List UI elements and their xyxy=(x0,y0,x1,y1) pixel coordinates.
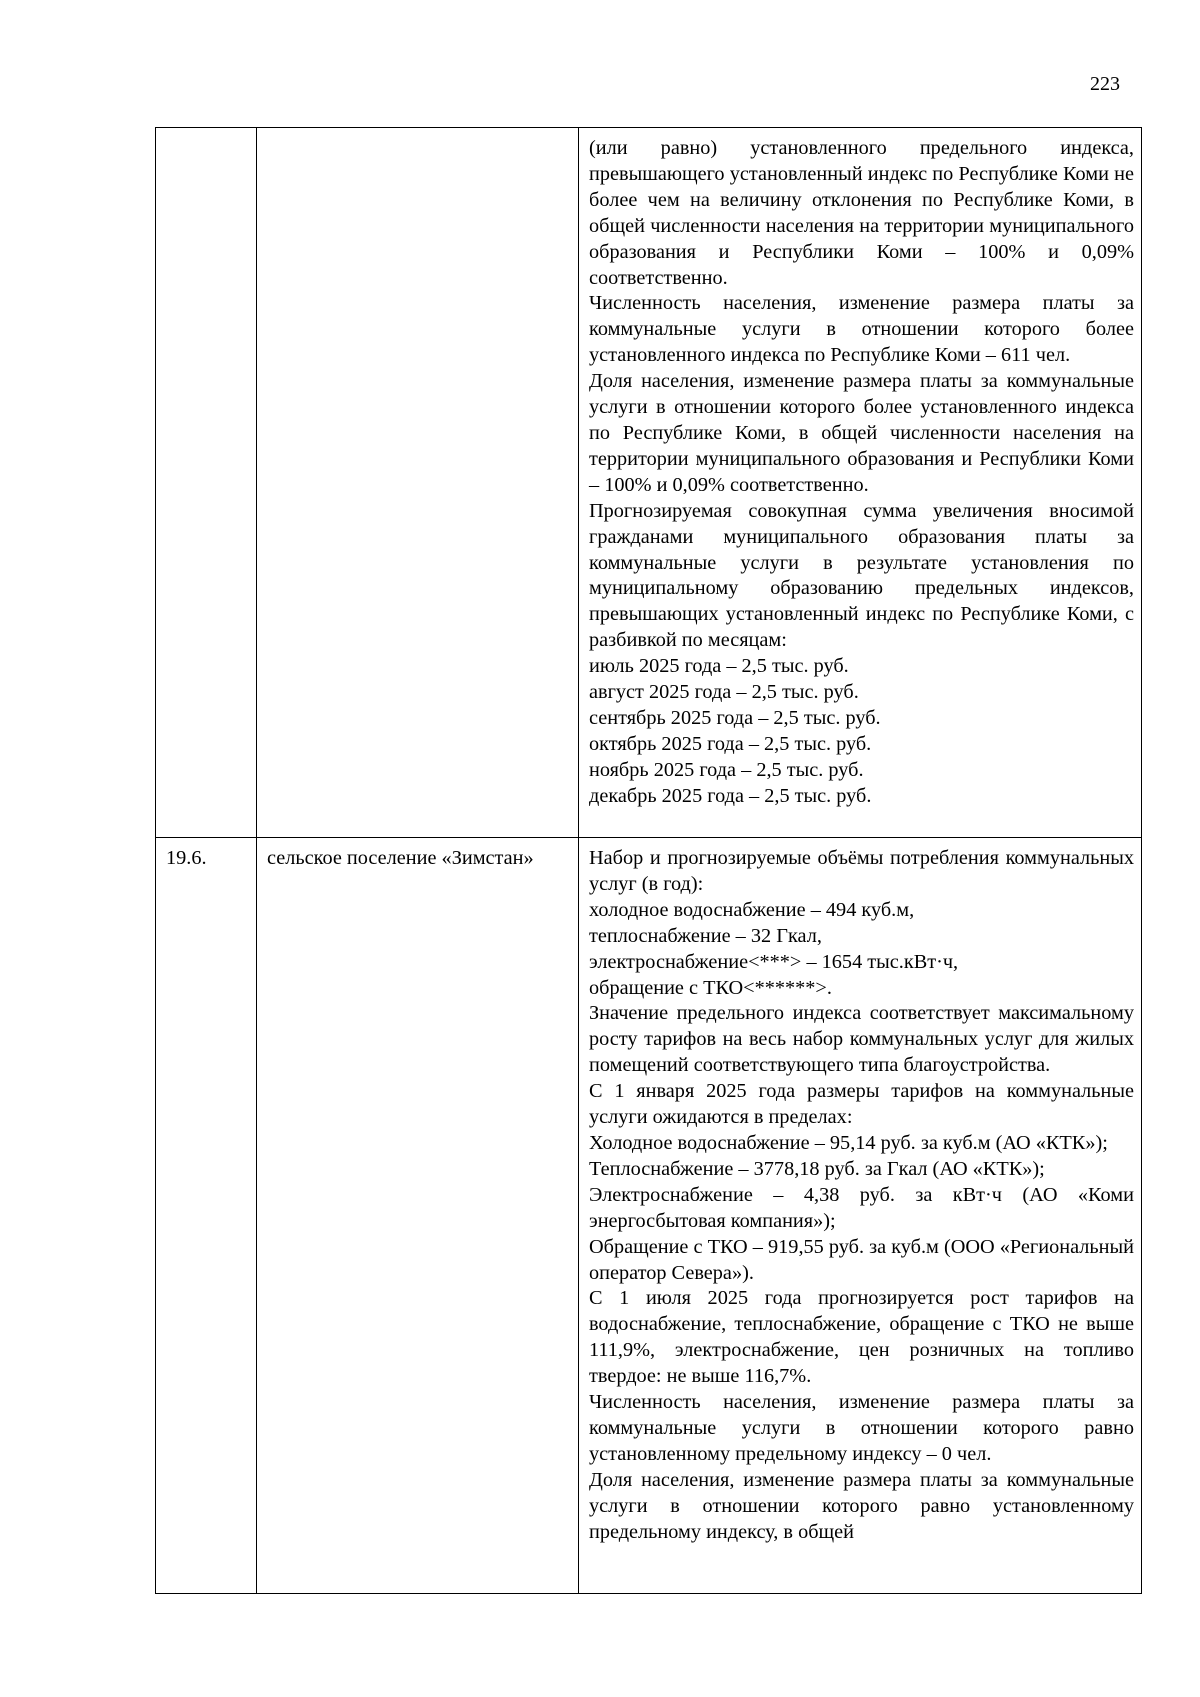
row-number-cell xyxy=(156,128,257,838)
paragraph: Теплоснабжение – 3778,18 руб. за Гкал (АО «КТК»); xyxy=(589,1157,1045,1180)
paragraph: октябрь 2025 года – 2,5 тыс. руб. xyxy=(589,732,872,755)
page-number: 223 xyxy=(1090,73,1120,95)
paragraph: сентябрь 2025 года – 2,5 тыс. руб. xyxy=(589,706,881,729)
paragraph: Численность населения, изменение размера платы за коммунальные услуги в отношении которого равно установленному предельному индексу – 0 чел. xyxy=(589,1391,1134,1465)
paragraph: (или равно) установленного предельного индекса, превышающего установленный индекс по Республике Коми не более чем на величину отклонения по Республике Коми, в общей численности населения на территории муниципального образования и Республики Коми – 100% и 0,09% соответственно. xyxy=(589,137,1134,289)
paragraph: ноябрь 2025 года – 2,5 тыс. руб. xyxy=(589,758,864,781)
paragraph: Доля населения, изменение размера платы за коммунальные услуги в отношении которого более установленного индекса по Республике Коми, в общей численности населения на территории муниципального образования и Республики Коми – 100% и 0,09% соответственно. xyxy=(589,370,1134,496)
paragraph: декабрь 2025 года – 2,5 тыс. руб. xyxy=(589,784,872,807)
paragraph: электроснабжение<***> – 1654 тыс.кВт·ч, xyxy=(589,950,959,973)
paragraph: обращение с ТКО<******>. xyxy=(589,976,832,999)
paragraph: Численность населения, изменение размера платы за коммунальные услуги в отношении которого более установленного индекса по Республике Коми – 611 чел. xyxy=(589,292,1134,367)
paragraph: холодное водоснабжение – 494 куб.м, xyxy=(589,898,915,921)
paragraph: Набор и прогнозируемые объёмы потребления коммунальных услуг (в год): xyxy=(589,847,1134,895)
table-row xyxy=(156,838,1142,1594)
paragraph: Электроснабжение – 4,38 руб. за кВт·ч (АО «Коми энергосбытовая компания»); xyxy=(589,1183,1134,1232)
paragraph: С 1 июля 2025 года прогнозируется рост тарифов на водоснабжение, теплоснабжение, обращение с ТКО не выше 111,9%, электроснабжение, цен розничных на топливо твердое: не выше 116,7%. xyxy=(589,1287,1134,1388)
paragraph: С 1 января 2025 года размеры тарифов на коммунальные услуги ожидаются в пределах: xyxy=(589,1080,1134,1129)
row-number-cell: 19.6. xyxy=(156,838,257,1594)
paragraph: июль 2025 года – 2,5 тыс. руб. xyxy=(589,655,849,678)
description-cell xyxy=(579,128,1142,838)
paragraph: теплоснабжение – 32 Гкал, xyxy=(589,924,822,947)
paragraph: Значение предельного индекса соответствует максимальному росту тарифов на весь набор коммунальных услуг для жилых помещений соответствующего типа благоустройства. xyxy=(589,1002,1134,1077)
paragraph: Холодное водоснабжение – 95,14 руб. за куб.м (АО «КТК»); xyxy=(589,1131,1108,1154)
paragraph: Доля населения, изменение размера платы за коммунальные услуги в отношении которого равно установленному предельному индексу, в общей xyxy=(589,1468,1134,1543)
municipality-name-cell xyxy=(257,128,579,838)
municipality-name-cell: сельское поселение «Зимстан» xyxy=(257,838,579,1594)
paragraph: Прогнозируемая совокупная сумма увеличения вносимой гражданами муниципального образования платы за коммунальные услуги в результате установления по муниципальному образованию предельных индексов, превышающих установленный индекс по Республике Коми, с разбивкой по месяцам: xyxy=(589,499,1134,652)
tariff-table xyxy=(155,127,1142,1594)
description-cell xyxy=(579,838,1142,1594)
paragraph: август 2025 года – 2,5 тыс. руб. xyxy=(589,681,859,704)
table-row xyxy=(156,128,1142,838)
paragraph: Обращение с ТКО – 919,55 руб. за куб.м (ООО «Региональный оператор Севера»). xyxy=(589,1235,1134,1284)
